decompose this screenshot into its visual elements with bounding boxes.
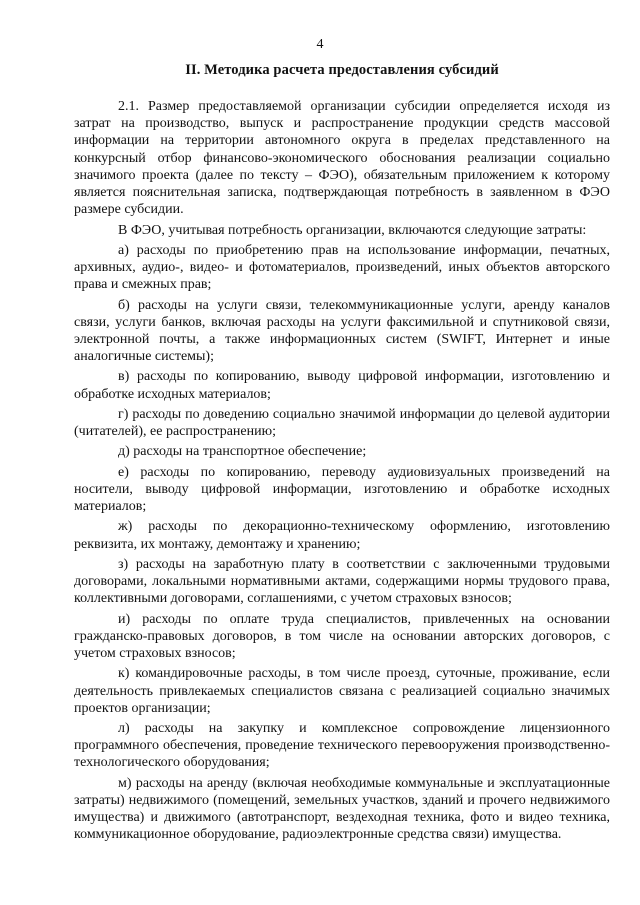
list-item-l: л) расходы на закупку и комплексное сопровождение лицензионного программного обеспечения, проведение технического перевооружения производственно-технологического оборудования; (74, 721, 610, 771)
list-item-k: к) командировочные расходы, в том числе проезд, суточные, проживание, если деятельность привлекаемых специалистов связана с реализацией социально значимых проектов организации; (74, 666, 610, 716)
list-item-m: м) расходы на аренду (включая необходимые коммунальные и эксплуатационные затраты) недвижимого (помещений, земельных участков, зданий и прочего недвижимого имущества) и движимого (автотранспорт, вездеходная техника, фото и видео техника, коммуникационное оборудование, радиоэлектронные средства связи) имущества. (74, 775, 610, 843)
page-number: 4 (316, 37, 324, 52)
list-item-b: б) расходы на услуги связи, телекоммуникационные услуги, аренду каналов связи, услуги банков, включая расходы на услуги факсимильной и спутниковой связи, электронной почты, а также информационных систем (SWIFT, Интернет и иные аналогичные системы); (74, 297, 610, 365)
section-heading: II. Методика расчета предоставления субсидий (185, 62, 499, 78)
list-item-e: е) расходы по копированию, переводу аудиовизуальных произведений на носители, выводу цифровой информации, изготовлению и обработке исходных материалов; (74, 464, 610, 515)
list-item-a: а) расходы по приобретению прав на использование информации, печатных, архивных, аудио-, видео- и фотоматериалов, произведений, иных объектов авторского права и смежных прав; (74, 242, 610, 293)
paragraph-costs-intro: В ФЭО, учитывая потребность организации, включаются следующие затраты: (118, 222, 587, 238)
list-item-g: г) расходы по доведению социально значимой информации до целевой аудитории (читателей), ее распространению; (74, 406, 610, 440)
list-item-d: д) расходы на транспортное обеспечение; (118, 444, 367, 460)
paragraph-2-1: 2.1. Размер предоставляемой организации субсидии определяется исходя из затрат на производство, выпуск и распространение продукции средств массовой информации на территории автономного округа в пределах представленного на конкурсный отбор финансово-экономического обоснования реализации социально значимого проекта (далее по тексту – ФЭО), обязательным приложением к которому является пояснительная записка, подтверждающая потребность в заявленном в ФЭО размере субсидии. (74, 99, 610, 218)
list-item-zh: ж) расходы по декорационно-техническому оформлению, изготовлению реквизита, их монтажу, демонтажу и хранению; (74, 519, 610, 552)
list-item-z: з) расходы на заработную плату в соответствии с заключенными трудовыми договорами, локальными нормативными актами, содержащими нормы трудового права, коллективными договорами, соглашениями, с учетом страховых взносов; (74, 556, 610, 607)
document-body (74, 98, 610, 847)
list-item-v: в) расходы по копированию, выводу цифровой информации, изготовлению и обработке исходных материалов; (74, 369, 610, 402)
list-item-i: и) расходы по оплате труда специалистов, привлеченных на основании гражданско-правовых договоров, в том числе на основании авторских договоров, с учетом страховых взносов; (74, 611, 610, 662)
